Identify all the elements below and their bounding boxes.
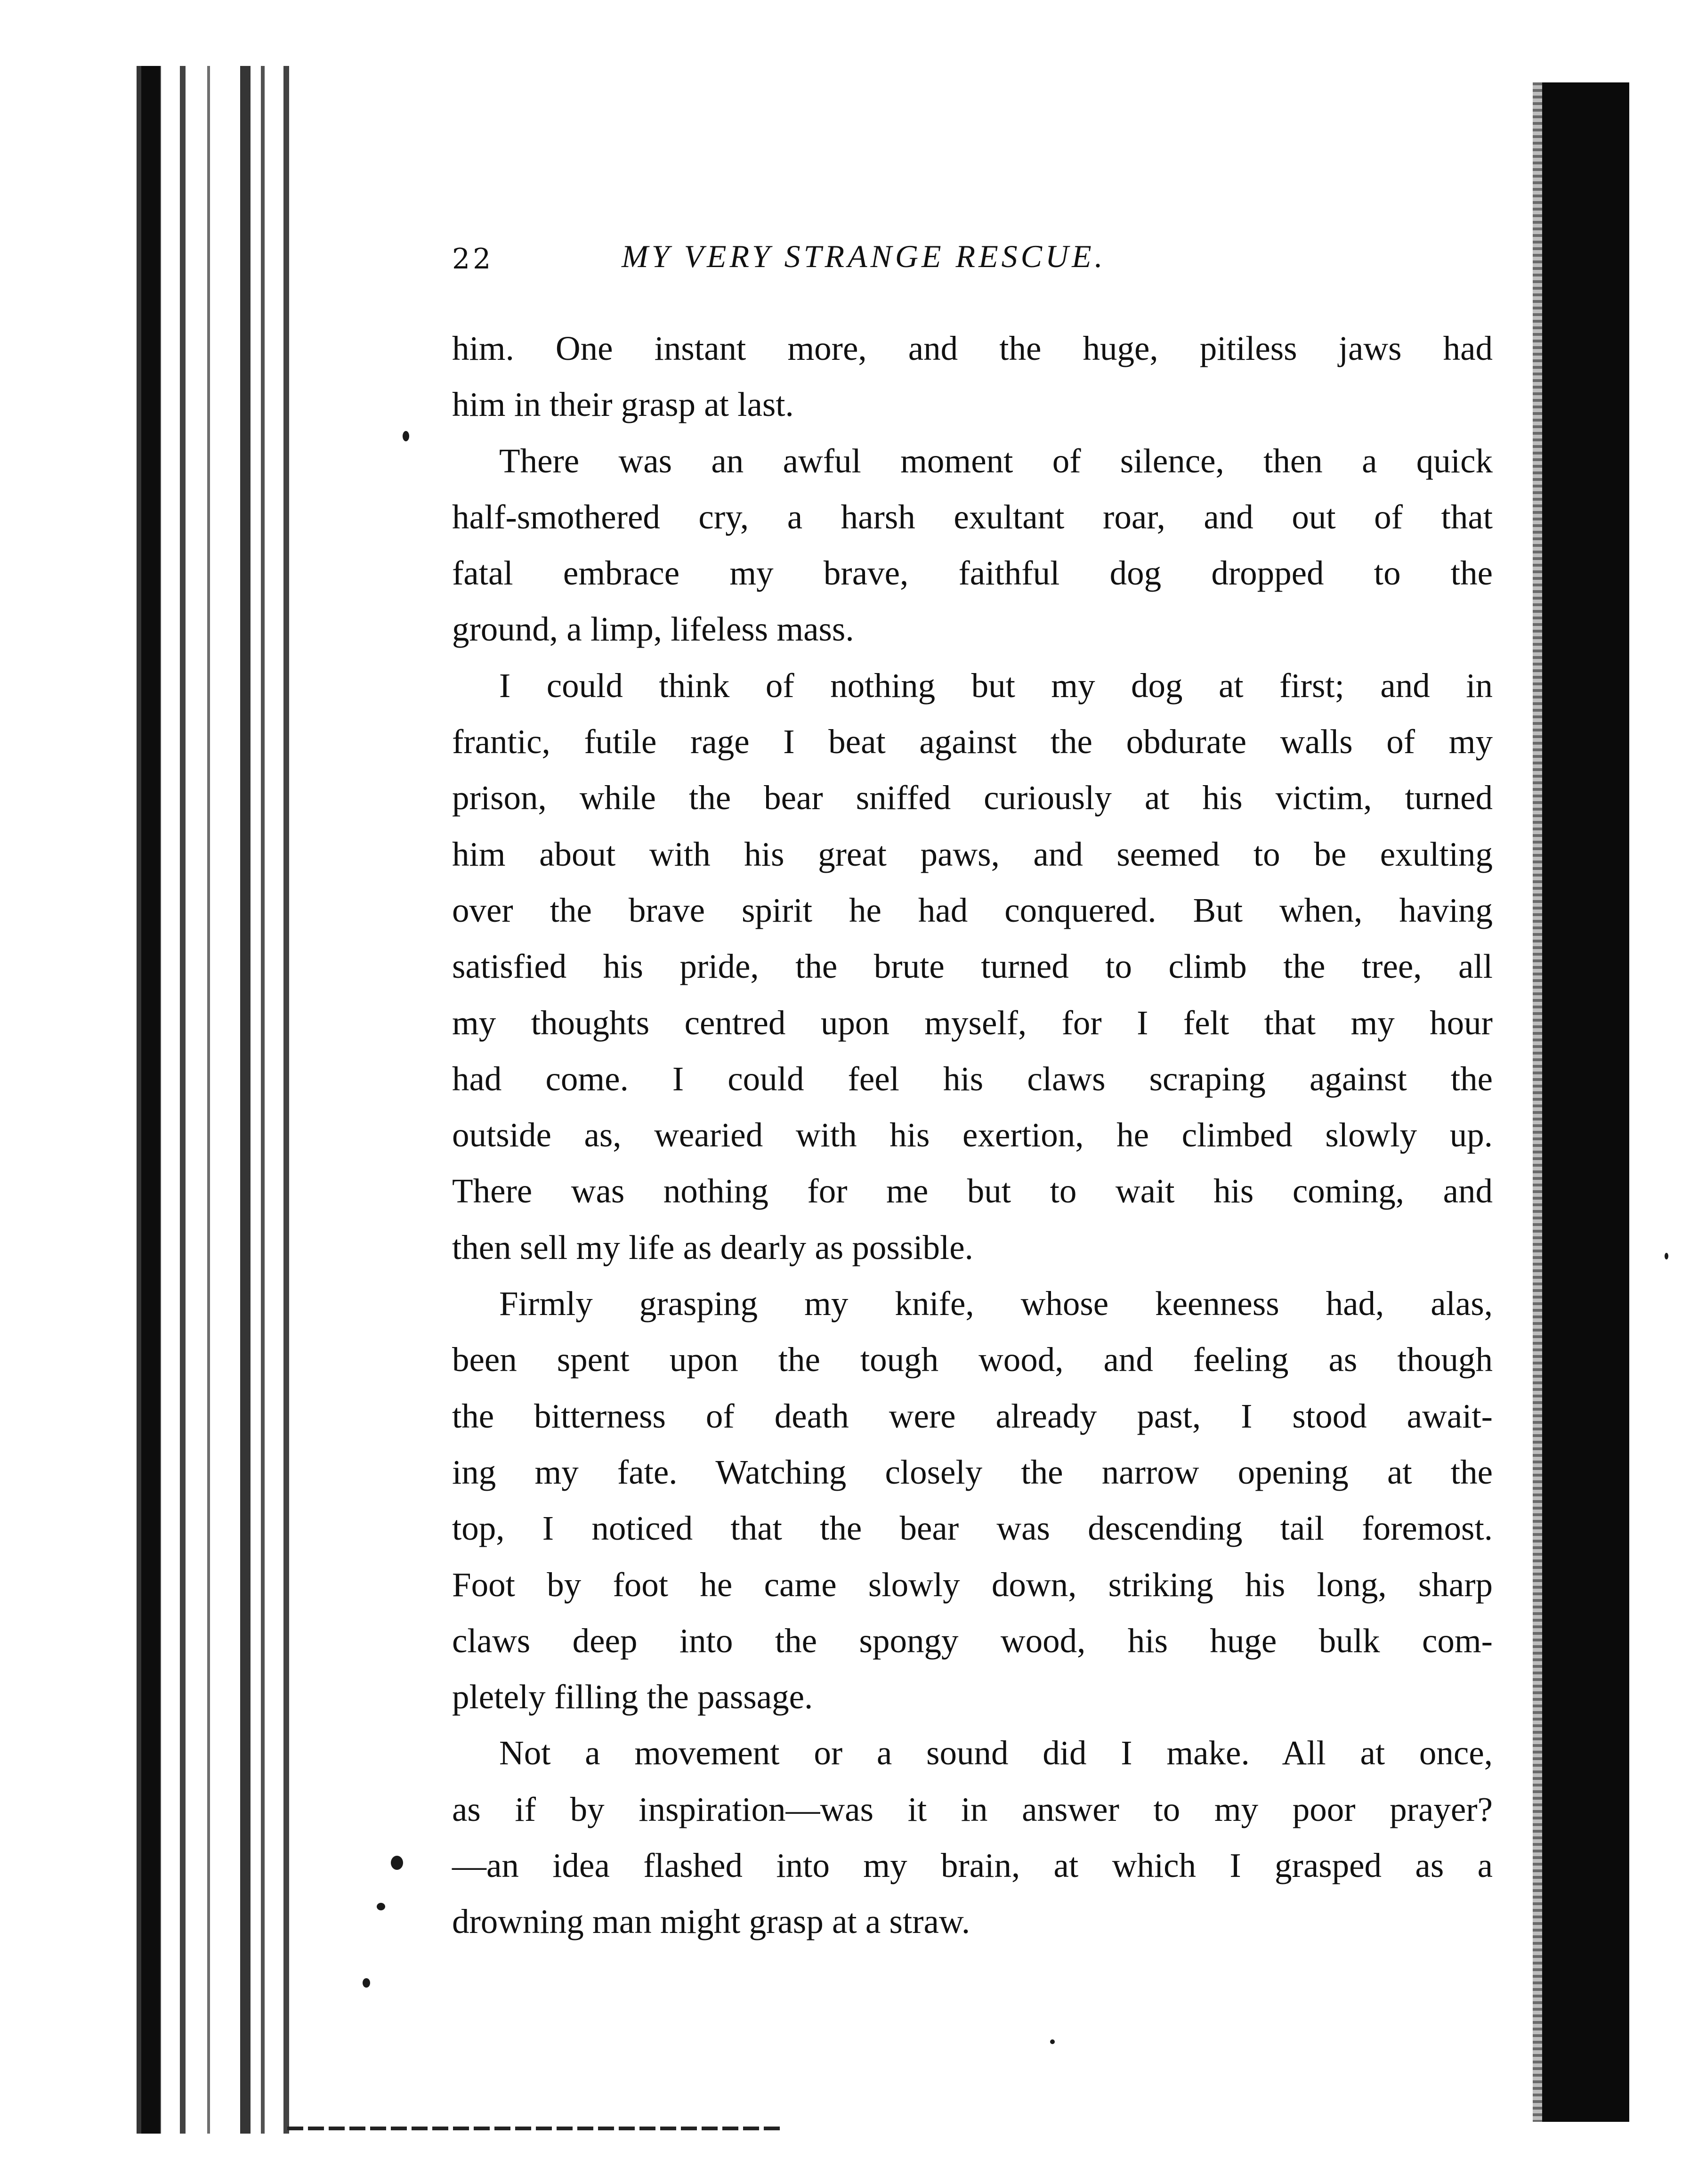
- text-line: Not a movement or a sound did I make. All at once,: [499, 1734, 1493, 1772]
- page-header: [452, 238, 1535, 280]
- text-line: —an idea flashed into my brain, at which I grasped as a: [452, 1846, 1493, 1885]
- text-line: fatal embrace my brave, faithful dog dropped to the: [452, 554, 1493, 593]
- page-number: 22: [452, 243, 494, 276]
- text-line: claws deep into the spongy wood, his huge bulk com-: [452, 1621, 1493, 1660]
- ink-speck: [377, 1903, 385, 1910]
- text-line: been spent upon the tough wood, and feeling as though: [452, 1340, 1493, 1379]
- binding-edge-dark: [141, 66, 160, 2134]
- text-line: over the brave spirit he had conquered. But when, having: [452, 891, 1493, 929]
- text-line: as if by inspiration—was it in answer to my poor prayer?: [452, 1790, 1493, 1828]
- ink-speck: [1665, 1253, 1668, 1259]
- bottom-scan-rule: [287, 2127, 782, 2130]
- text-line: top, I noticed that the bear was descending tail foremost.: [452, 1509, 1493, 1548]
- text-line: drowning man might grasp at a straw.: [452, 1902, 970, 1941]
- text-line: him about with his great paws, and seemed to be exulting: [452, 835, 1493, 873]
- text-line: There was an awful moment of silence, then a quick: [499, 441, 1493, 480]
- ink-speck: [363, 1978, 370, 1988]
- text-line: Firmly grasping my knife, whose keenness had, alas,: [499, 1284, 1493, 1323]
- text-line: I could think of nothing but my dog at first; and in: [499, 666, 1493, 705]
- text-line: half-smothered cry, a harsh exultant roar, and out of that: [452, 497, 1493, 536]
- text-line: had come. I could feel his claws scraping against the: [452, 1059, 1493, 1098]
- text-line: There was nothing for me but to wait his coming, and: [452, 1172, 1493, 1210]
- ink-speck: [391, 1856, 403, 1870]
- text-line: my thoughts centred upon myself, for I felt that my hour: [452, 1003, 1493, 1042]
- text-line: prison, while the bear sniffed curiously at his victim, turned: [452, 779, 1493, 817]
- text-line: him in their grasp at last.: [452, 385, 794, 424]
- text-line: Foot by foot he came slowly down, striking his long, sharp: [452, 1565, 1493, 1604]
- ink-speck: [403, 431, 409, 441]
- text-line: frantic, futile rage I beat against the obdurate walls of my: [452, 723, 1493, 761]
- right-scan-band-edge: [1533, 82, 1542, 2122]
- text-line: ground, a limp, lifeless mass.: [452, 610, 854, 649]
- text-line: ing my fate. Watching closely the narrow opening at the: [452, 1453, 1493, 1491]
- running-title: MY VERY STRANGE RESCUE.: [622, 238, 1106, 274]
- ink-speck: [1050, 2039, 1055, 2044]
- text-line: satisfied his pride, the brute turned to climb the tree, all: [452, 947, 1493, 986]
- text-line: outside as, wearied with his exertion, he climbed slowly up.: [452, 1116, 1493, 1154]
- body-text: [452, 320, 1493, 1950]
- right-scan-band: [1540, 82, 1629, 2122]
- text-line: him. One instant more, and the huge, pitiless jaws had: [452, 329, 1493, 367]
- text-line: the bitterness of death were already past, I stood await-: [452, 1396, 1493, 1435]
- text-line: then sell my life as dearly as possible.: [452, 1228, 973, 1267]
- text-line: pletely filling the passage.: [452, 1678, 813, 1716]
